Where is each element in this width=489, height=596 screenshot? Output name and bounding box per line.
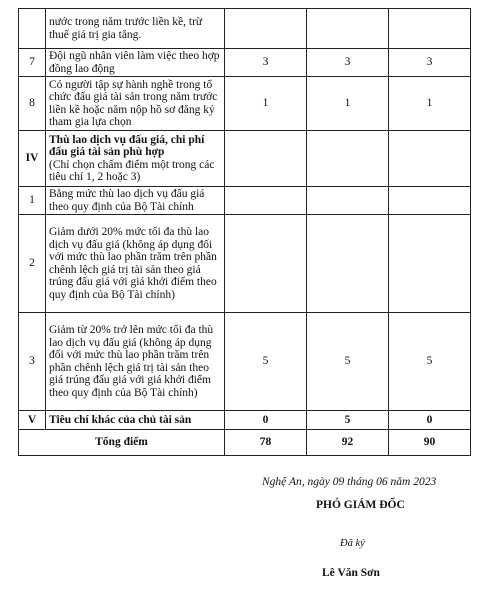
signed-note: Đã ký [340, 538, 365, 549]
criterion-text: Bằng mức thù lao dịch vụ đấu giá theo quy định của Bộ Tài chính [46, 187, 225, 215]
score-cell [225, 9, 307, 49]
signer-name: Lê Văn Sơn [322, 567, 380, 579]
score-cell [307, 9, 389, 49]
total-score: 92 [307, 430, 389, 456]
criterion-text: Giảm từ 20% trở lên mức tối đa thù lao dịch vụ đấu giá (không áp dụng đối với mức thù lao phần trăm trên phần chênh lệch giá trị tài sản theo giá trúng đấu giá với giá khởi điểm theo quy định của Bộ Tài chính) [46, 313, 225, 411]
section-note: (Chỉ chọn chấm điểm một trong các tiêu chí 1, 2 hoặc 3) [49, 158, 215, 183]
row-number: 3 [19, 313, 46, 411]
criterion-text: Đội ngũ nhân viên làm việc theo hợp đồng lao động [46, 49, 225, 77]
table-row [19, 9, 471, 49]
score-cell [307, 131, 389, 187]
score-cell: 1 [307, 77, 389, 131]
criterion-text: Tiêu chí khác của chủ tài sản [46, 411, 225, 430]
score-cell: 5 [307, 411, 389, 430]
score-cell: 1 [389, 77, 471, 131]
score-cell [225, 131, 307, 187]
score-cell [389, 187, 471, 215]
score-cell: 3 [225, 49, 307, 77]
score-cell: 0 [225, 411, 307, 430]
row-number: 2 [19, 215, 46, 313]
score-cell [225, 187, 307, 215]
total-label: Tổng điểm [19, 430, 225, 456]
table-row [19, 77, 471, 131]
section-heading [46, 131, 225, 187]
total-row [19, 430, 471, 456]
score-cell: 5 [389, 313, 471, 411]
section-row [19, 411, 471, 430]
table-row [19, 313, 471, 411]
score-cell [225, 215, 307, 313]
signer-title: PHÓ GIÁM ĐỐC [316, 499, 405, 511]
score-cell [389, 131, 471, 187]
row-number: 8 [19, 77, 46, 131]
score-cell [389, 215, 471, 313]
score-cell: 3 [389, 49, 471, 77]
table-row [19, 187, 471, 215]
section-title: Thù lao dịch vụ đấu giá, chi phí đấu giá tài sản phù hợp [49, 133, 205, 158]
score-cell [307, 215, 389, 313]
criterion-text: nước trong năm trước liền kề, trừ thuế giá trị gia tăng. [46, 9, 225, 49]
section-number: IV [19, 131, 46, 187]
criterion-text: Có người tập sự hành nghề trong tổ chức đấu giá tài sản trong năm trước liền kề hoặc năm nộp hồ sơ đăng ký tham gia lựa chọn [46, 77, 225, 131]
criterion-text: Giảm dưới 20% mức tối đa thù lao dịch vụ đấu giá (không áp dụng đối với mức thù lao phần trăm trên phần chênh lệch giá trị tài sản theo giá trúng đấu giá với giá khởi điểm theo quy định của Bộ Tài chính) [46, 215, 225, 313]
score-cell: 5 [307, 313, 389, 411]
row-number: 1 [19, 187, 46, 215]
row-number: 7 [19, 49, 46, 77]
place-date: Nghệ An, ngày 09 tháng 06 năm 2023 [262, 476, 437, 488]
score-table-body [19, 9, 471, 456]
section-header-row [19, 131, 471, 187]
total-score: 78 [225, 430, 307, 456]
score-cell: 5 [225, 313, 307, 411]
score-table [18, 8, 471, 456]
section-number: V [19, 411, 46, 430]
row-number [19, 9, 46, 49]
table-row [19, 49, 471, 77]
score-cell [389, 9, 471, 49]
score-cell [307, 187, 389, 215]
score-cell: 3 [307, 49, 389, 77]
score-cell: 0 [389, 411, 471, 430]
score-cell: 1 [225, 77, 307, 131]
table-row [19, 215, 471, 313]
total-score: 90 [389, 430, 471, 456]
